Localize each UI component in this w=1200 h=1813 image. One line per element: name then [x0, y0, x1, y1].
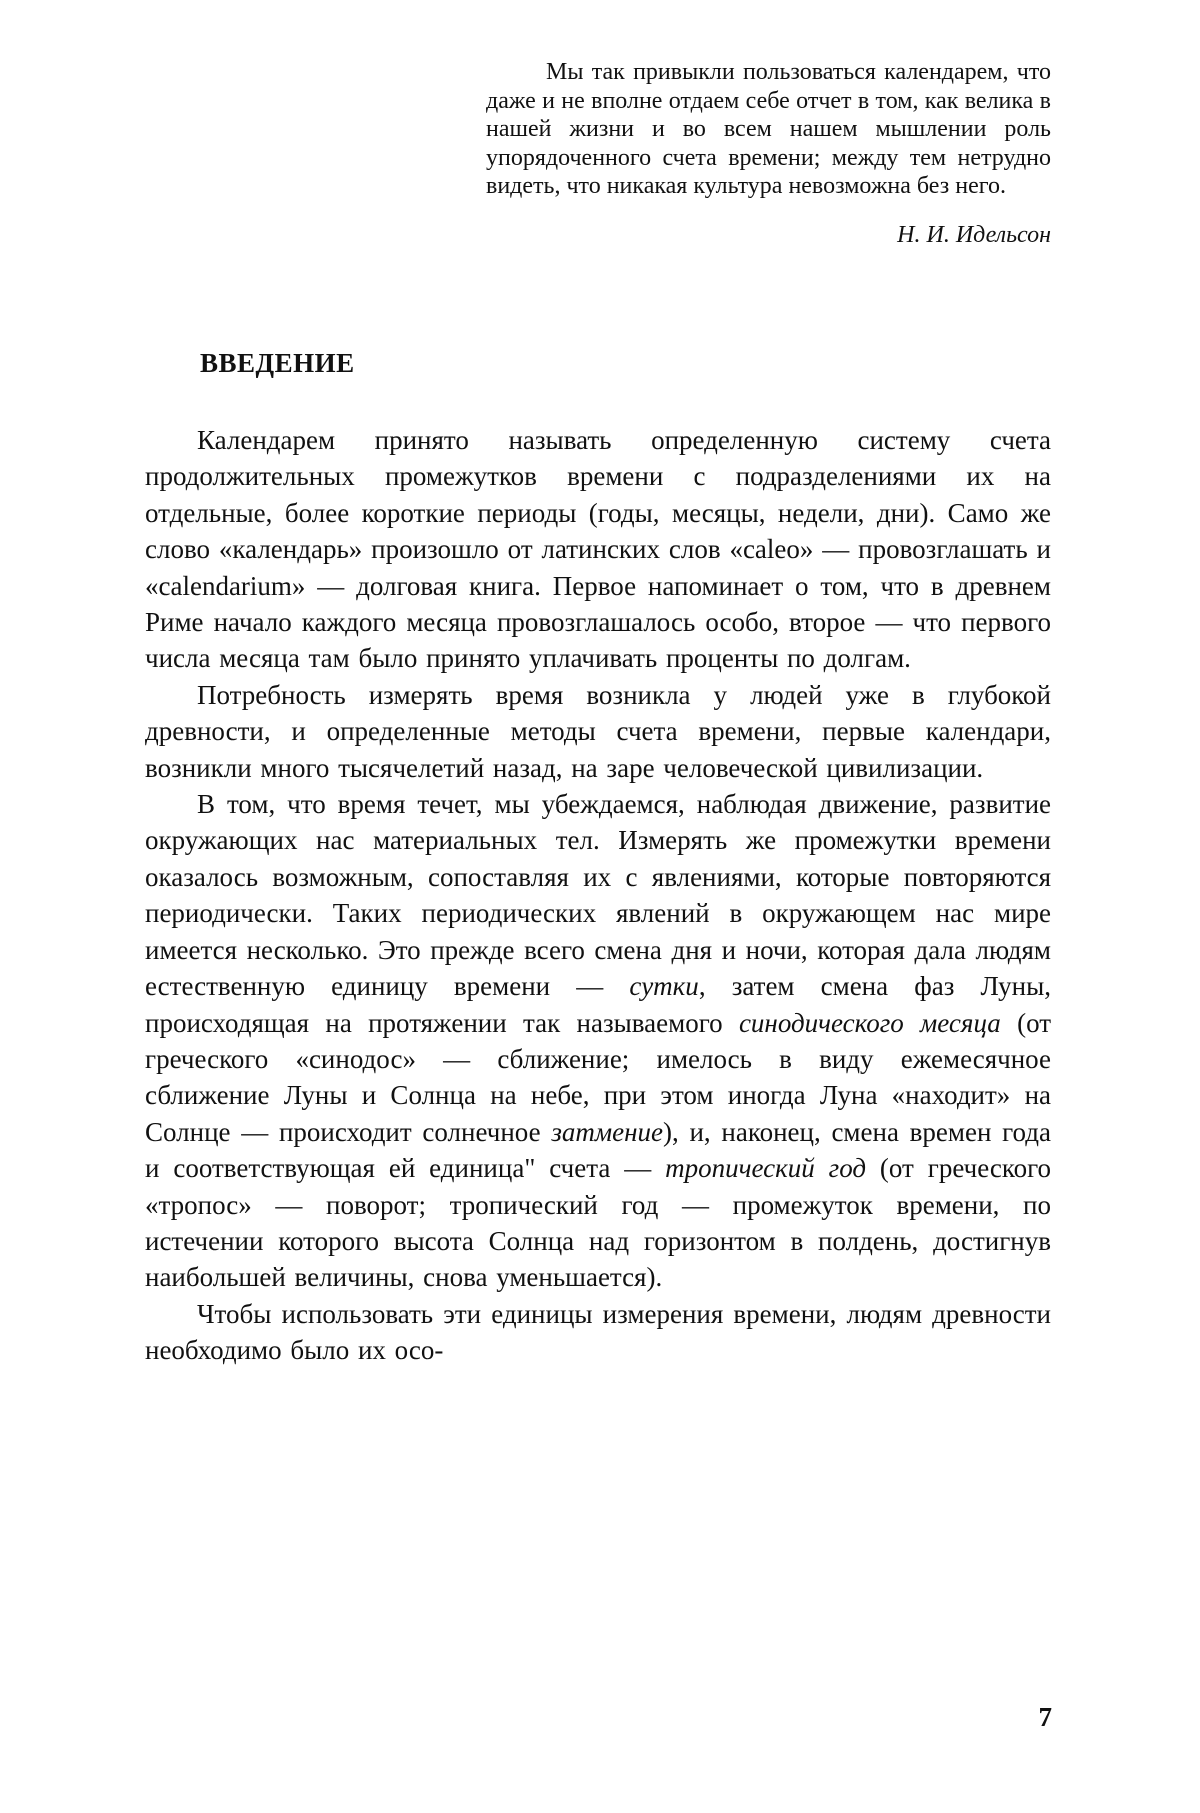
paragraph-3-part-2: , затем смена фаз Луны, происходящая на протяжении так называемого [145, 971, 1051, 1038]
paragraph-3-part-4: ), и, наконец, смена времен года и соответствующая ей единица" счета — [145, 1116, 1051, 1184]
paragraph-3-part-5: (от греческого «тропос» — поворот; тропический год — промежуток времени, по истечении которого высота Солнца над горизонтом в полдень, достигнув наибольшей величины, снова уменьшается). [145, 1153, 1052, 1293]
paragraph-3 [145, 786, 1051, 1296]
epigraph [486, 58, 1051, 250]
paragraph-4: Чтобы использовать эти единицы измерения времени, людям древности необходимо было их осо- [145, 1298, 1051, 1366]
epigraph-text: Мы так привыкли пользоваться календарем, что даже и не вполне отдаем себе отчет в том, как велика в нашей жизни и во всем нашем мышлении роль упорядоченного счета времени; между тем нетрудно видеть, что никакая культура невозможна без него. [486, 59, 1051, 200]
term-tropical-year: тропический год [665, 1153, 867, 1184]
paragraph-2: Потребность измерять время возникла у людей уже в глубокой древности, и определенные методы счета времени, первые календари, возникли много тысячелетий назад, на заре человеческой цивилизации. [145, 679, 1051, 783]
epigraph-author: Н. И. Идельсон [897, 221, 1051, 248]
term-eclipse: затмение [551, 1116, 663, 1147]
paragraph-1: Календарем принято называть определенную систему счета продолжительных промежутков времени с подразделениями их на отдельные, более короткие периоды (годы, месяцы, недели, дни). Само же слово «календарь» произошло от латинских слов «calео» — провозглашать и «calendarium» — долговая книга. Первое напоминает о том, что в древнем Риме начало каждого месяца провозглашалось особо, второе — что первого числа месяца там было принято уплачивать проценты по долгам. [145, 425, 1051, 674]
term-synodic-month: синодического месяца [738, 1007, 1001, 1038]
term-sutki: сутки [629, 971, 699, 1002]
page-number: 7 [1038, 1702, 1052, 1732]
paragraph-3-part-1: В том, что время течет, мы убеждаемся, наблюдая движение, развитие окружающих нас материальных тел. Измерять же промежутки времени оказалось возможным, сопоставляя их с явлениями, которые повторяются периодически. Таких периодических явлений в окружающем нас мире имеется несколько. Это прежде всего смена дня и ночи, которая дала людям естественную единицу времени — [145, 789, 1051, 1002]
body-text [145, 422, 1051, 1369]
section-heading: ВВЕДЕНИЕ [200, 348, 355, 378]
paragraph-3-part-3: (от греческого «синодос» — сближение; имелось в виду ежемесячное сближение Луны и Солнца на небе, при этом иногда Луна «находит» на Солнце — происходит солнечное [145, 1007, 1052, 1147]
